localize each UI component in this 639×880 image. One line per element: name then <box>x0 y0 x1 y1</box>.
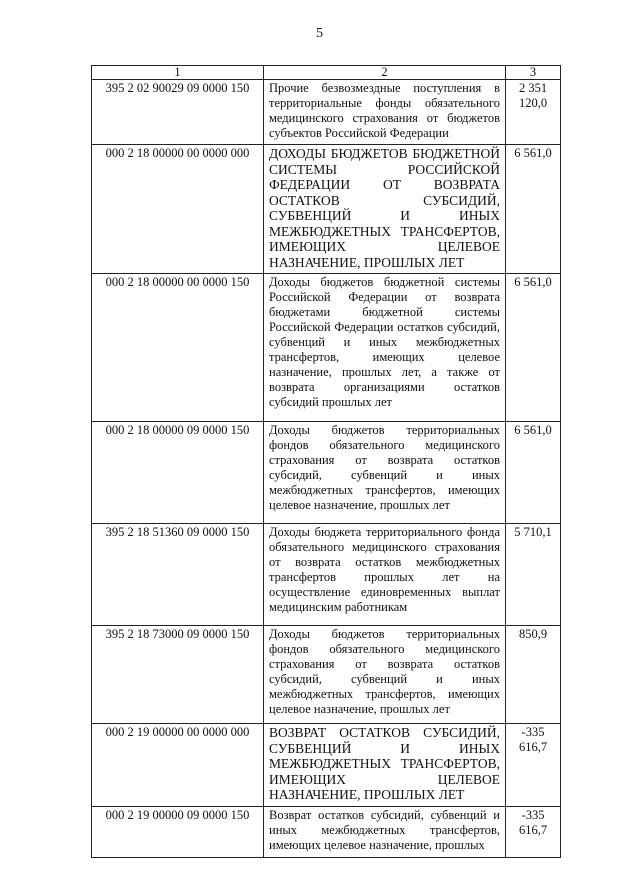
budget-code: 395 2 18 73000 09 0000 150 <box>92 626 264 724</box>
budget-code: 000 2 18 00000 09 0000 150 <box>92 422 264 524</box>
budget-table <box>91 65 561 858</box>
column-header-amount: 3 <box>506 66 561 80</box>
income-name: ДОХОДЫ БЮДЖЕТОВ БЮДЖЕТНОЙ СИСТЕМЫ РОССИЙСКОЙ ФЕДЕРАЦИИ ОТ ВОЗВРАТА ОСТАТКОВ СУБСИДИЙ, СУБВЕНЦИЙ И ИНЫХ МЕЖБЮДЖЕТНЫХ ТРАНСФЕРТОВ, ИМЕЮЩИХ ЦЕЛЕВОЕ НАЗНАЧЕНИЕ, ПРОШЛЫХ ЛЕТ <box>264 145 506 274</box>
column-header-name: 2 <box>264 66 506 80</box>
budget-code: 000 2 19 00000 09 0000 150 <box>92 806 264 857</box>
table-header-row <box>92 66 561 80</box>
income-name: Доходы бюджетов бюджетной системы Российской Федерации от возврата бюджетами бюджетной системы Российской Федерации остатков субсидий, субвенций и иных межбюджетных трансфертов, имеющих целевое назначение, прошлых лет, а также от возврата организациями остатков субсидий прошлых лет <box>264 274 506 422</box>
income-name: Прочие безвозмездные поступления в территориальные фонды обязательного медицинского страхования от бюджетов субъектов Российской Федерации <box>264 80 506 145</box>
table-row <box>92 422 561 524</box>
amount-value: 6 561,0 <box>506 274 561 422</box>
table-row <box>92 724 561 807</box>
income-name-text: Возврат остатков субсидий, субвенций и иных межбюджетных трансфертов, имеющих целевое назначение, прошлых <box>269 807 500 852</box>
amount-value: 6 561,0 <box>506 422 561 524</box>
amount-value: 850,9 <box>506 626 561 724</box>
table-row <box>92 524 561 626</box>
amount-value: 2 351 120,0 <box>506 80 561 145</box>
table-row <box>92 274 561 422</box>
table-row <box>92 626 561 724</box>
budget-code: 000 2 18 00000 00 0000 150 <box>92 274 264 422</box>
amount-value: 6 561,0 <box>506 145 561 274</box>
table-row <box>92 806 561 857</box>
page-number: 5 <box>316 26 323 41</box>
budget-code: 000 2 18 00000 00 0000 000 <box>92 145 264 274</box>
income-name: Доходы бюджета территориального фонда обязательного медицинского страхования от возврата остатков межбюджетных трансфертов прошлых лет на осуществление единовременных выплат медицинским работникам <box>264 524 506 626</box>
budget-code: 395 2 02 90029 09 0000 150 <box>92 80 264 145</box>
income-name <box>264 806 506 857</box>
column-header-code: 1 <box>92 66 264 80</box>
budget-code: 395 2 18 51360 09 0000 150 <box>92 524 264 626</box>
income-name: ВОЗВРАТ ОСТАТКОВ СУБСИДИЙ, СУБВЕНЦИЙ И ИНЫХ МЕЖБЮДЖЕТНЫХ ТРАНСФЕРТОВ, ИМЕЮЩИХ ЦЕЛЕВОЕ НАЗНАЧЕНИЕ, ПРОШЛЫХ ЛЕТ <box>264 724 506 807</box>
budget-code: 000 2 19 00000 00 0000 000 <box>92 724 264 807</box>
income-name: Доходы бюджетов территориальных фондов обязательного медицинского страхования от возврата остатков субсидий, субвенций и иных межбюджетных трансфертов, имеющих целевое назначение, прошлых лет <box>264 422 506 524</box>
amount-value: -335 616,7 <box>506 724 561 807</box>
amount-value: -335 616,7 <box>506 806 561 857</box>
table-row <box>92 80 561 145</box>
income-name: Доходы бюджетов территориальных фондов обязательного медицинского страхования от возврата остатков субсидий, субвенций и иных межбюджетных трансфертов, имеющих целевое назначение, прошлых лет <box>264 626 506 724</box>
table-row <box>92 145 561 274</box>
amount-value: 5 710,1 <box>506 524 561 626</box>
